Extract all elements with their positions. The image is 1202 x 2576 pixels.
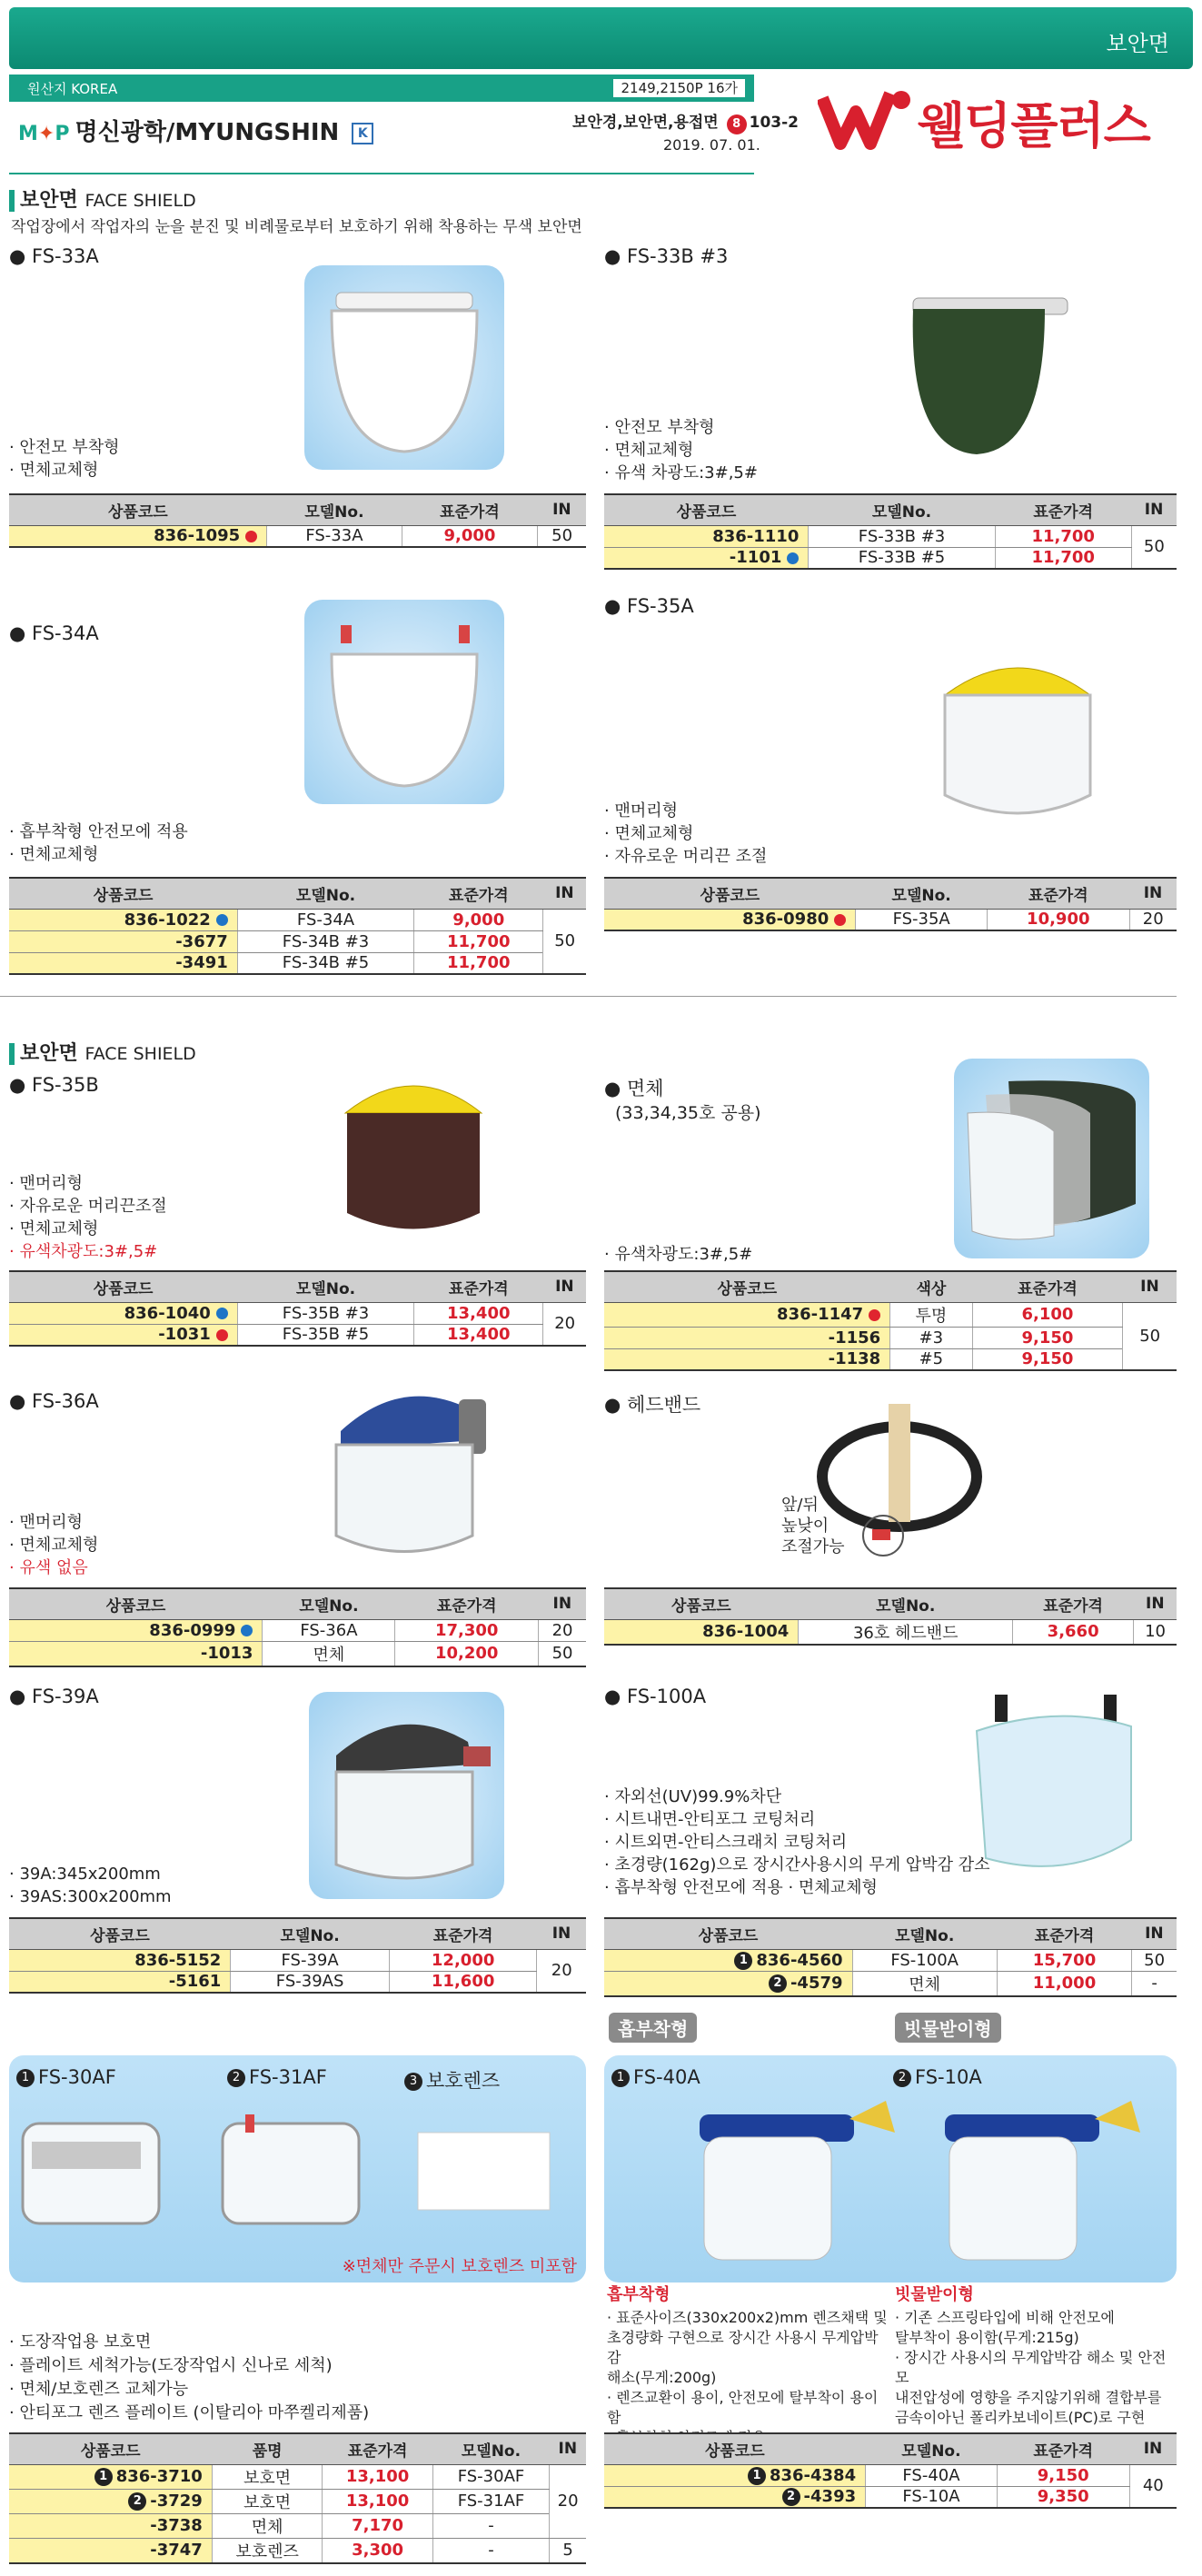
fs33b-features: · 안전모 부착형 · 면체교체형 · 유색 차광도:3#,5# bbox=[604, 418, 758, 482]
lens-name: 3 보호렌즈 bbox=[404, 2066, 500, 2094]
tag-rainguard: 빗물받이형 bbox=[895, 2013, 1001, 2043]
paint-shield-table: 상품코드 품명 표준가격 모델No. IN 1 836-3710 보호면 13,100 FS-30AF 20 2 -3729 보호면 13,100 FS-31AF -3738 면체 7,170 - -3747 보호렌즈 3,300 - 5 bbox=[9, 2432, 586, 2564]
rainguard-features: · 기존 스프링타입에 비해 안전모에 탈부착이 용이함(무게:215g) · 장시간 사용시의 무게압박감 해소 및 안전모 내전압성에 영향을 주지않기위해 결합부를 금속이아닌 폴리카보네이트(PC)로 구현 bbox=[895, 2309, 1167, 2426]
shield-panel-right bbox=[604, 2055, 1177, 2283]
fs100a-table: 상품코드 모델No. 표준가격 IN 1 836-4560 FS-100A 15,700 50 2 -4579 면체 11,000 - bbox=[604, 1917, 1177, 1997]
paint-shield-panel bbox=[9, 2055, 586, 2283]
fs40a-name: 1 FS-40A bbox=[611, 2066, 700, 2088]
category-line: 보안경,보안면,용접면 8 103-2 bbox=[572, 109, 799, 134]
fs34a-name: ● FS-34A bbox=[9, 622, 99, 644]
header-strip bbox=[9, 75, 754, 102]
weldingplus-logo: 웰딩플러스 bbox=[818, 80, 1181, 153]
section2-title: 보안면 FACE SHIELD bbox=[9, 1038, 196, 1066]
fs30af-name: 1 FS-30AF bbox=[16, 2066, 116, 2088]
ks-mark-icon: K bbox=[352, 123, 373, 144]
origin-label: 원산지 KOREA bbox=[27, 81, 118, 97]
fs100a-features: · 자외선(UV)99.9%차단 · 시트내면-안티포그 코팅처리 · 시트외면-안티스크래치 코팅처리 · 초경량(162g)으로 장시간사용시의 무게 압박감 감소 · 흡부착형 안전모에 적용 · 면체교체형 bbox=[604, 1787, 990, 1897]
fs35a-photo bbox=[927, 650, 1108, 831]
top-banner bbox=[9, 7, 1193, 69]
section-divider bbox=[0, 996, 1177, 997]
tag-suction: 흡부착형 bbox=[609, 2013, 697, 2043]
fs35b-photo bbox=[336, 1068, 491, 1240]
brand-logo-icon: M✦P bbox=[18, 123, 70, 145]
fs33b-photo bbox=[895, 291, 1077, 459]
fs39a-photo bbox=[309, 1692, 504, 1899]
visor-sub: (33,34,35호 공용) bbox=[615, 1103, 761, 1123]
banner-category: 보안면 bbox=[1106, 31, 1169, 56]
fs39a-features: · 39A:345x200mm · 39AS:300x200mm bbox=[9, 1865, 172, 1906]
fs33a-table: 상품코드 모델No. 표준가격 IN 836-1095 FS-33A 9,000 50 bbox=[9, 493, 586, 548]
issue-date: 2019. 07. 01. bbox=[663, 136, 760, 154]
fs35a-table: 상품코드 모델No. 표준가격 IN 836-0980 FS-35A 10,900 20 bbox=[604, 877, 1177, 931]
shield-photos-right bbox=[659, 2096, 1167, 2269]
paint-shield-features: · 도장작업용 보호면 · 플레이트 세척가능(도장작업시 신나로 세척) · 면체/보호렌즈 교체가능 · 안티포그 렌즈 플레이트 (이탈리아 마쭈켈리제품) bbox=[9, 2332, 370, 2422]
fs100a-name: ● FS-100A bbox=[604, 1686, 707, 1707]
suction-features: · 표준사이즈(330x200x2)mm 렌즈채택 및 초경량화 구현으로 장시간 사용시 무게압박감 해소(무게:200g) · 렌즈교환이 용이, 안전모에 탈부착이 용이함 bbox=[607, 2309, 888, 2426]
lens-note: ※면체만 주문시 보호렌즈 미포함 bbox=[342, 2257, 577, 2276]
visor-features: · 유색차광도:3#,5# bbox=[604, 1245, 753, 1264]
brand-name: M✦P 명신광학/MYUNGSHIN K bbox=[18, 114, 373, 147]
fs35a-name: ● FS-35A bbox=[604, 595, 694, 617]
wp-logo-icon bbox=[818, 80, 913, 153]
headband-table: 상품코드 모델No. 표준가격 IN 836-1004 36호 헤드밴드 3,660 10 bbox=[604, 1587, 1177, 1646]
fs33a-features: · 안전모 부착형 · 면체교체형 bbox=[9, 438, 120, 480]
fs33a-photo bbox=[304, 265, 504, 470]
fs36a-photo bbox=[323, 1377, 500, 1567]
headband-note: 앞/뒤 높낮이 조절가능 bbox=[781, 1496, 845, 1557]
header-divider bbox=[9, 173, 754, 174]
visor-name: ● 면체 bbox=[604, 1078, 664, 1099]
visor-table: 상품코드 색상 표준가격 IN 836-1147 투명 6,100 50 -1156 #3 9,150 -1138 #5 9,150 bbox=[604, 1270, 1177, 1371]
fs31af-name: 2 FS-31AF bbox=[227, 2066, 327, 2088]
fs35a-features: · 맨머리형 · 면체교체형 · 자유로운 머리끈 조절 bbox=[604, 801, 768, 866]
section1-title: 보안면 FACE SHIELD bbox=[9, 184, 196, 213]
fs34a-table: 상품코드 모델No. 표준가격 IN 836-1022 FS-34A 9,000 50 -3677 FS-34B #3 11,700 -3491 FS-34B #5 11,700 bbox=[9, 877, 586, 975]
fs10a-name: 2 FS-10A bbox=[893, 2066, 982, 2088]
visor-photo bbox=[954, 1059, 1149, 1258]
fs34a-features: · 흡부착형 안전모에 적용 · 면체교체형 bbox=[9, 822, 188, 864]
fs36a-table: 상품코드 모델No. 표준가격 IN 836-0999 FS-36A 17,300 20 -1013 면체 10,200 50 bbox=[9, 1587, 586, 1667]
fs36a-features: · 맨머리형 · 면체교체형 · 유색 없음 bbox=[9, 1513, 99, 1577]
headband-name: ● 헤드밴드 bbox=[604, 1394, 701, 1416]
fs34a-photo bbox=[304, 600, 504, 804]
suction-heading: 흡부착형 bbox=[607, 2285, 671, 2304]
fs39a-table: 상품코드 모델No. 표준가격 IN 836-5152 FS-39A 12,000 20 -5161 FS-39AS 11,600 bbox=[9, 1917, 586, 1994]
fs36a-name: ● FS-36A bbox=[9, 1390, 99, 1412]
fs33b-name: ● FS-33B #3 bbox=[604, 245, 729, 267]
fs35b-table: 상품코드 모델No. 표준가격 IN 836-1040 FS-35B #3 13,400 20 -1031 FS-35B #5 13,400 bbox=[9, 1270, 586, 1347]
fs100a-photo bbox=[968, 1686, 1136, 1904]
paint-shield-photos bbox=[18, 2105, 563, 2251]
fs35b-features: · 맨머리형 · 자유로운 머리끈조절 · 면체교체형 · 유색차광도:3#,5# bbox=[9, 1174, 167, 1261]
fs33b-table: 상품코드 모델No. 표준가격 IN 836-1110 FS-33B #3 11,700 50 -1101 FS-33B #5 11,700 bbox=[604, 493, 1177, 570]
fs35b-name: ● FS-35B bbox=[9, 1074, 99, 1096]
fs39a-name: ● FS-39A bbox=[9, 1686, 99, 1707]
fs33a-name: ● FS-33A bbox=[9, 245, 99, 267]
rainguard-heading: 빗물받이형 bbox=[895, 2285, 974, 2304]
section1-desc: 작업장에서 작업자의 눈을 분진 및 비례물로부터 보호하기 위해 착용하는 무색 보안면 bbox=[11, 218, 582, 236]
shield-right-table: 상품코드 모델No. 표준가격 IN 1 836-4384 FS-40A 9,150 40 2 -4393 FS-10A 9,350 bbox=[604, 2432, 1177, 2509]
page-ref: 2149,2150P 16가 bbox=[613, 79, 745, 97]
